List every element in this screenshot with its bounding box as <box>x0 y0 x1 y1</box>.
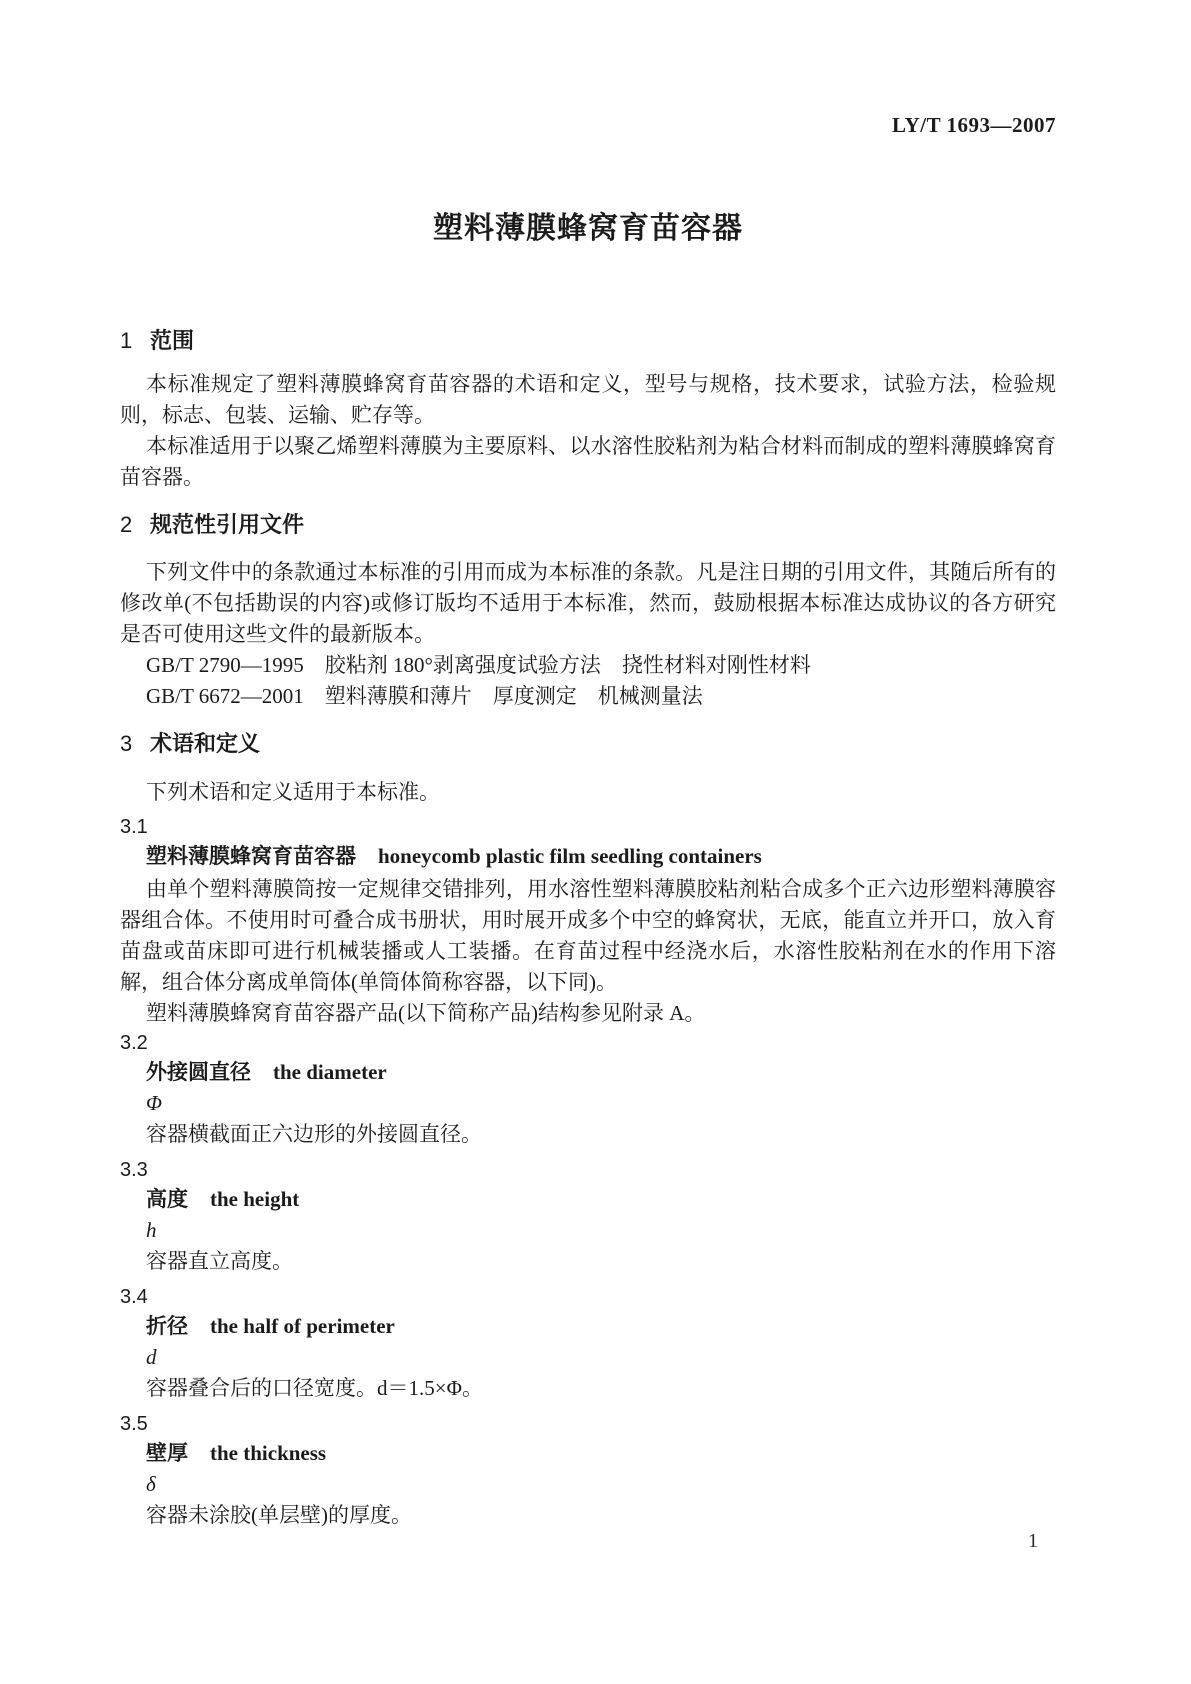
doc-code: LY/T 1693—2007 <box>892 113 1056 137</box>
reference-item: GB/T 6672—2001 塑料薄膜和薄片 厚度测定 机械测量法 <box>146 684 703 708</box>
term-number: 3.5 <box>120 1413 148 1435</box>
section-scope-number: 1 <box>120 328 133 353</box>
term-zh: 塑料薄膜蜂窝育苗容器 <box>146 845 356 868</box>
section-normative-refs-title: 规范性引用文件 <box>150 512 305 537</box>
page-number: 1 <box>1028 1530 1038 1552</box>
terms-intro: 下列术语和定义适用于本标准。 <box>146 780 440 804</box>
section-terms-number: 3 <box>120 731 133 756</box>
section-scope-title: 范围 <box>150 328 195 353</box>
term-note-paragraph: 塑料薄膜蜂窝育苗容器产品(以下简称产品)结构参见附录 A。 <box>146 1001 706 1025</box>
term-number: 3.4 <box>120 1286 148 1308</box>
term-en: the height <box>210 1187 300 1211</box>
term-definition: 容器未涂胶(单层壁)的厚度。 <box>146 1503 412 1527</box>
term-en: honeycomb plastic film seedling containers <box>378 844 762 868</box>
term-title-line <box>120 1057 1056 1088</box>
term-title-line <box>120 1184 1056 1215</box>
section-scope-heading <box>120 326 1056 356</box>
term-number: 3.2 <box>120 1032 148 1054</box>
term-symbol: h <box>146 1218 157 1242</box>
term-zh: 壁厚 <box>146 1442 188 1465</box>
term-definition-paragraph: 由单个塑料薄膜筒按一定规律交错排列，用水溶性塑料薄膜胶粘剂粘合成多个正六边形塑料薄膜容器组合体。不使用时可叠合成书册状，用时展开成多个中空的蜂窝状，无底，能直立并开口，放入育苗盘或苗床即可进行机械装播或人工装播。在育苗过程中经浇水后，水溶性胶粘剂在水的作用下溶解，组合体分离成单筒体(单筒体简称容器，以下同)。 <box>120 877 1056 994</box>
section-normative-refs-number: 2 <box>120 512 133 537</box>
term-definition: 容器直立高度。 <box>146 1249 293 1273</box>
section-terms-title: 术语和定义 <box>150 731 261 756</box>
scope-paragraph-2: 本标准适用于以聚乙烯塑料薄膜为主要原料、以水溶性胶粘剂为粘合材料而制成的塑料薄膜蜂窝育苗容器。 <box>120 434 1056 489</box>
term-en: the thickness <box>210 1441 327 1465</box>
reference-item: GB/T 2790—1995 胶粘剂 180°剥离强度试验方法 挠性材料对刚性材料 <box>146 653 811 677</box>
term-zh: 折径 <box>146 1315 188 1338</box>
term-number: 3.1 <box>120 816 148 838</box>
term-zh: 外接圆直径 <box>146 1061 251 1084</box>
term-zh: 高度 <box>146 1188 188 1211</box>
term-symbol: δ <box>146 1472 156 1496</box>
term-title-line <box>120 1438 1056 1469</box>
term-definition: 容器横截面正六边形的外接圆直径。 <box>146 1122 482 1146</box>
doc-title: 塑料薄膜蜂窝育苗容器 <box>433 212 743 245</box>
section-terms-heading <box>120 729 1056 759</box>
term-title-line <box>120 1311 1056 1342</box>
term-definition: 容器叠合后的口径宽度。d＝1.5×Φ。 <box>146 1376 483 1400</box>
term-en: the diameter <box>273 1060 387 1084</box>
term-symbol: d <box>146 1345 157 1369</box>
term-title-line <box>120 841 1056 872</box>
term-symbol: Φ <box>146 1091 162 1115</box>
term-number: 3.3 <box>120 1159 148 1181</box>
normative-refs-paragraph: 下列文件中的条款通过本标准的引用而成为本标准的条款。凡是注日期的引用文件，其随后所有的修改单(不包括勘误的内容)或修订版均不适用于本标准，然而，鼓励根据本标准达成协议的各方研究是否可使用这些文件的最新版本。 <box>120 560 1056 646</box>
term-en: the half of perimeter <box>210 1314 395 1338</box>
section-normative-refs-heading <box>120 510 1056 540</box>
scope-paragraph-1: 本标准规定了塑料薄膜蜂窝育苗容器的术语和定义，型号与规格，技术要求，试验方法，检验规则，标志、包装、运输、贮存等。 <box>120 372 1056 427</box>
